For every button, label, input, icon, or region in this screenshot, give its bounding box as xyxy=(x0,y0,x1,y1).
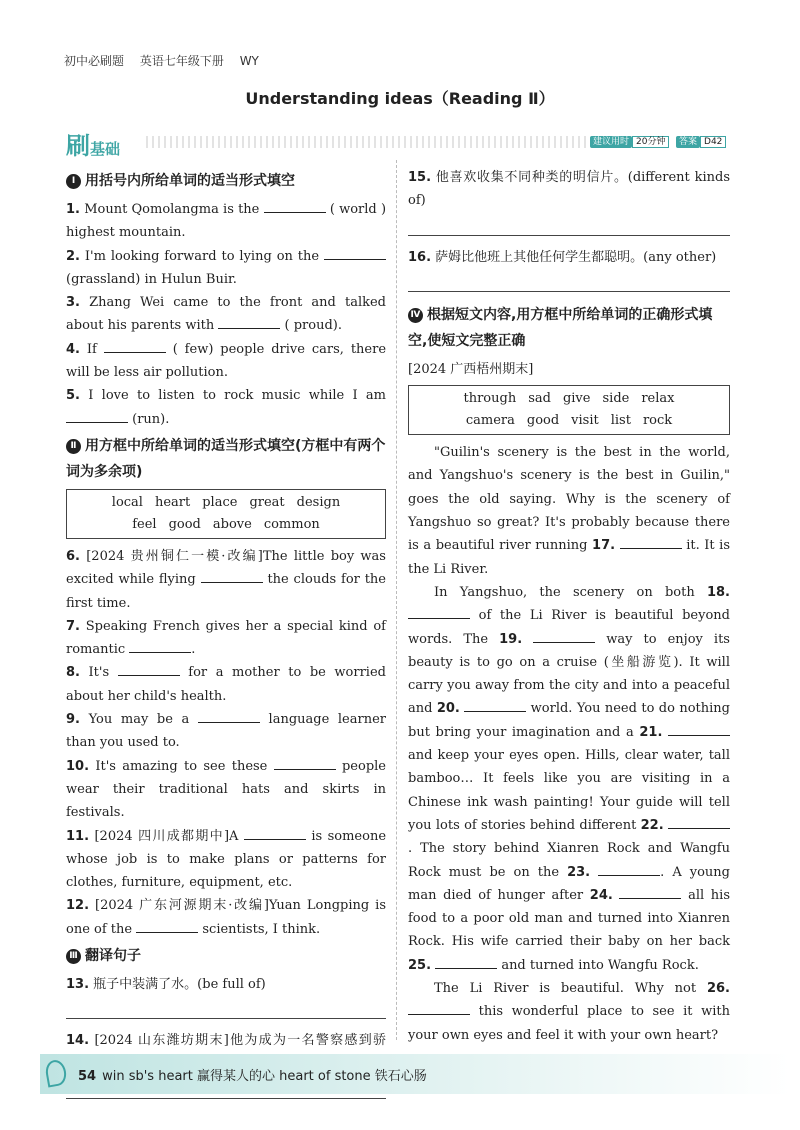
answer-blank[interactable] xyxy=(201,571,263,583)
answer-blank[interactable] xyxy=(274,758,336,770)
question-15: 15. 他喜欢收集不同种类的明信片。(different kinds of) xyxy=(408,170,730,209)
question-1: 1. Mount Qomolangma is the ( world ) highest mountain. xyxy=(66,202,387,241)
running-header xyxy=(64,52,271,69)
passage-paragraph-2: In Yangshuo, the scenery on both 18. of the Li River is beautiful beyond words. The 19. way to enjoy its beauty is to go on a cruise (坐船游览). It will carry you away from the city and into a peaceful and 20. world. You need to do nothing but bring your imagination and a 21. and keep your eyes open. Hills, clear water, tall bamboo… It feels like you are visiting in a Chinese ink wash painting! Your guide will tell you lots of stories behind different 22. . The story behind Xianren Rock and Wangfu Rock must be on the 23. . A young man died of hunger after 24. all his food to a poor old man and turned into Xianren Rock. His wife carried their baby on her back 25. and turned into Wangfu Rock. xyxy=(408,584,731,973)
section-1-heading: Ⅰ 用括号内所给单词的适当形式填空 xyxy=(66,168,386,194)
answer-line[interactable] xyxy=(408,271,730,292)
answer-blank[interactable] xyxy=(620,537,682,549)
answer-blank[interactable] xyxy=(619,887,681,899)
question-8: 8. It's for a mother to be worried about her child's health. xyxy=(66,665,386,704)
right-column xyxy=(408,166,730,1047)
question-9: 9. You may be a language learner than you used to. xyxy=(66,712,386,751)
question-7: 7. Speaking French gives her a special kind of romantic . xyxy=(66,618,386,658)
section-banner xyxy=(66,126,728,160)
question-2: 2. I'm looking forward to lying on the (grassland) in Hulun Buir. xyxy=(66,245,386,292)
answer-blank[interactable] xyxy=(324,248,386,260)
page-number: 54 xyxy=(78,1069,97,1084)
section-4-heading: Ⅳ 根据短文内容,用方框中所给单词的正确形式填空,使短文完整正确 xyxy=(408,306,713,349)
answer-line[interactable] xyxy=(408,215,730,236)
answer-blank[interactable] xyxy=(264,201,326,213)
source-tag: [2024 广西梧州期末] xyxy=(408,361,534,377)
page-footer xyxy=(40,1054,790,1094)
suggested-time: 建议用时 20分钟 xyxy=(590,134,669,147)
column-divider xyxy=(396,160,397,1040)
decorative-stripe xyxy=(146,136,586,148)
brand-label: 刷基础 xyxy=(66,132,121,160)
answer-blank[interactable] xyxy=(668,724,730,736)
leaf-icon xyxy=(44,1058,68,1087)
section-2-heading: Ⅱ 用方框中所给单词的适当形式填空(方框中有两个词为多余项) xyxy=(66,437,386,480)
question-3: 3. Zhang Wei came to the front and talked about his parents with ( proud). xyxy=(66,295,386,334)
series-name: 初中必刷题 xyxy=(64,54,125,68)
question-11: 11. [2024 四川成都期中]A is someone whose job is to make plans or patterns for clothes, furniture, equipment, etc. xyxy=(66,828,387,891)
book-name: 英语七年级下册 xyxy=(139,54,224,68)
answer-blank[interactable] xyxy=(668,817,730,829)
answer-line[interactable] xyxy=(66,998,386,1019)
left-column xyxy=(66,166,386,1109)
word-box-4: through sad give side relax camera good visit list rock xyxy=(408,385,730,435)
question-6: 6. [2024 贵州铜仁一模·改编]The little boy was excited while flying the clouds for the first time. xyxy=(66,548,387,611)
answer-blank[interactable] xyxy=(533,631,595,643)
word-box-2: local heart place great design feel good above common xyxy=(66,489,386,539)
question-14: 14. [2024 山东潍坊期末]他为成为一名警察感到骄 xyxy=(66,1033,386,1049)
answer-blank[interactable] xyxy=(408,607,470,619)
answer-blank[interactable] xyxy=(136,921,198,933)
answer-blank[interactable] xyxy=(598,864,660,876)
question-16: 16. 萨姆比他班上其他任何学生都聪明。(any other) xyxy=(408,249,717,265)
passage-paragraph-3: The Li River is beautiful. Why not 26. this wonderful place to see it with your own eyes and feel it with your own heart? xyxy=(408,981,730,1043)
question-10: 10. It's amazing to see these people wear their traditional hats and skirts in festivals. xyxy=(66,758,386,821)
answer-ref: 答案 D42 xyxy=(676,134,726,147)
question-5: 5. I love to listen to rock music while I am (run). xyxy=(66,388,386,427)
answer-blank[interactable] xyxy=(118,664,180,676)
answer-blank[interactable] xyxy=(66,411,128,423)
answer-blank[interactable] xyxy=(218,317,280,329)
answer-blank[interactable] xyxy=(464,700,526,712)
passage-paragraph-1: "Guilin's scenery is the best in the world, and Yangshuo's scenery is the best in Guilin," goes the old saying. Why is the scenery of Yangshuo so great? It's probably because there is a beautiful river running 17. it. It is the Li River. xyxy=(408,445,730,577)
answer-blank[interactable] xyxy=(244,828,306,840)
question-4: 4. If ( few) people drive cars, there will be less air pollution. xyxy=(66,341,387,381)
footer-phrases: win sb's heart 赢得某人的心 heart of stone 铁石心肠 xyxy=(102,1069,427,1084)
section-3-heading: Ⅲ 翻译句子 xyxy=(66,943,386,969)
question-13: 13. 瓶子中装满了水。(be full of) xyxy=(66,977,266,993)
answer-blank[interactable] xyxy=(129,641,191,653)
answer-blank[interactable] xyxy=(198,711,260,723)
answer-blank[interactable] xyxy=(435,957,497,969)
question-12: 12. [2024 广东河源期末·改编]Yuan Longping is one of the scientists, I think. xyxy=(66,898,386,937)
page-title: Understanding ideas（Reading Ⅱ） xyxy=(245,89,555,108)
edition: WY xyxy=(239,54,259,68)
answer-blank[interactable] xyxy=(408,1003,470,1015)
answer-blank[interactable] xyxy=(104,341,166,353)
